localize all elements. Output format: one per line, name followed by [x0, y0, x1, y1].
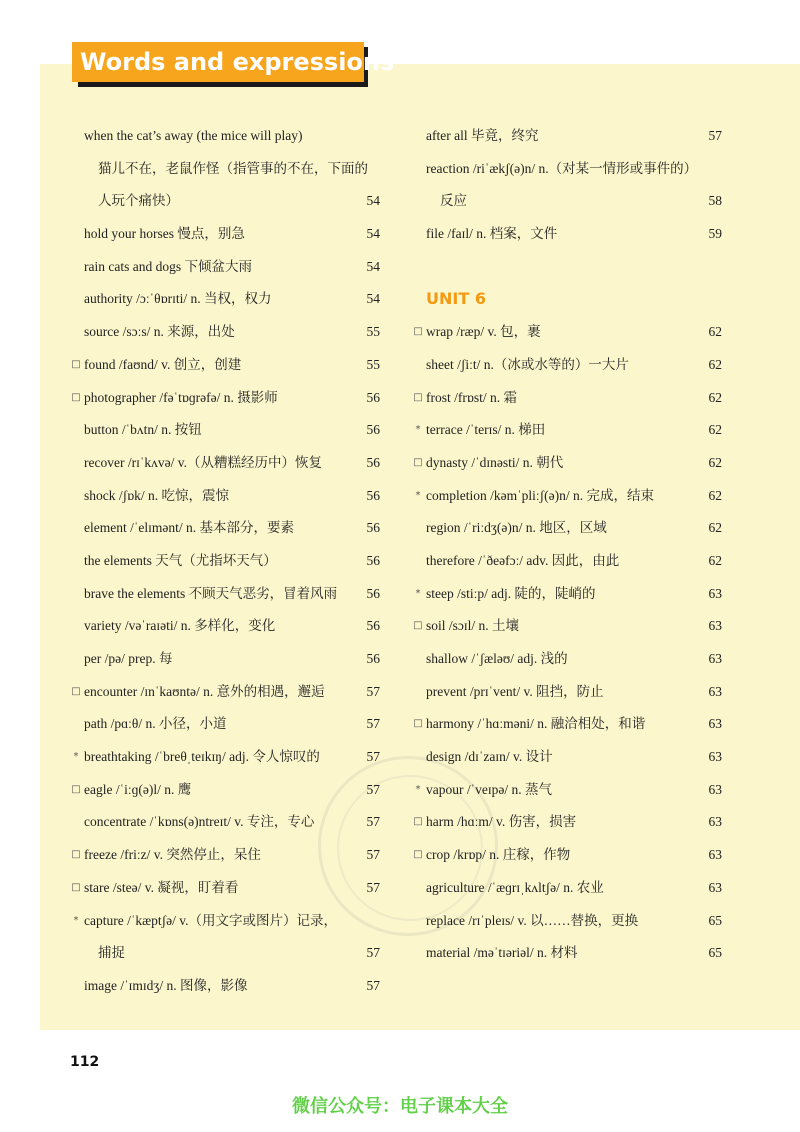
entry-text: image /ˈɪmɪdʒ/ n. 图像，影像: [84, 977, 248, 993]
glossary-entry: [70, 708, 380, 741]
entry-text: per /pə/ prep. 每: [84, 651, 173, 666]
entry-text: 捕捉: [98, 945, 125, 961]
glossary-entry: [70, 774, 380, 807]
entry-text: authority /ɔːˈθɒrɪti/ n. 当权，权力: [84, 291, 272, 307]
entry-text: harmony /ˈhɑːməni/ n. 融洽相处，和谐: [426, 716, 646, 732]
left-column: [70, 120, 380, 1003]
entry-page: 63: [708, 847, 722, 863]
entry-page: 57: [366, 879, 380, 895]
entry-text: material /məˈtɪəriəl/ n. 材料: [426, 945, 578, 961]
entry-marker: □: [71, 881, 81, 893]
entry-page: 56: [366, 454, 380, 470]
glossary-entry: [70, 970, 380, 1003]
entry-text: prevent /prɪˈvent/ v. 阻挡，防止: [426, 683, 604, 699]
entry-page: 55: [366, 324, 380, 340]
entry-page: 56: [366, 422, 380, 438]
glossary-entry: [70, 839, 380, 872]
entry-text: 猫儿不在，老鼠作怪（指管事的不在，下面的: [98, 160, 368, 176]
entry-text: design /dɪˈzaɪn/ v. 设计: [426, 749, 553, 765]
entry-text: brave the elements 不顾天气恶劣，冒着风雨: [84, 585, 338, 601]
entry-marker: □: [71, 849, 81, 861]
glossary-entry: [412, 316, 722, 349]
glossary-entry: [70, 480, 380, 513]
glossary-entry: [412, 382, 722, 415]
glossary-entry: [70, 512, 380, 545]
entry-text: shallow /ˈʃæləʊ/ adj. 浅的: [426, 651, 568, 666]
glossary-entry: [70, 741, 380, 774]
glossary-entry: [412, 839, 722, 872]
entry-text: stare /steə/ v. 凝视，盯着看: [84, 879, 239, 895]
entry-marker: *: [415, 424, 421, 436]
entry-text: hold your horses 慢点，别急: [84, 226, 245, 242]
entry-page: 63: [708, 651, 722, 666]
entry-page: 57: [708, 128, 722, 143]
entry-page: 63: [708, 618, 722, 634]
entry-text: after all 毕竟，终究: [426, 128, 539, 143]
entry-marker: *: [415, 783, 421, 795]
glossary-entry: [412, 643, 722, 676]
glossary-entry: [70, 545, 380, 578]
glossary-entry: [70, 414, 380, 447]
page-number: 112: [70, 1054, 100, 1070]
entry-marker: *: [415, 587, 421, 599]
entry-page: 62: [708, 454, 722, 470]
entry-page: 57: [366, 683, 380, 699]
section-title: Words and expressions: [80, 48, 395, 76]
glossary-entry: [412, 218, 722, 251]
entry-page: 62: [708, 487, 722, 503]
entry-text: sheet /ʃiːt/ n.（冰或水等的）一大片: [426, 356, 629, 372]
entry-marker: □: [71, 685, 81, 697]
entry-page: 54: [366, 226, 380, 242]
entry-page: 63: [708, 683, 722, 699]
entry-marker: □: [413, 816, 423, 828]
entry-page: 57: [366, 847, 380, 863]
entry-page: 57: [366, 945, 380, 961]
entry-text: dynasty /ˈdɪnəsti/ n. 朝代: [426, 454, 564, 470]
glossary-entry: [70, 447, 380, 480]
entry-page: 57: [366, 749, 380, 765]
entry-text: region /ˈriːdʒ(ə)n/ n. 地区，区域: [426, 520, 607, 536]
entry-text: 人玩个痛快）: [98, 193, 179, 209]
entry-text: path /pɑːθ/ n. 小径，小道: [84, 716, 227, 732]
entry-marker: *: [415, 489, 421, 501]
glossary-entry: [70, 937, 380, 970]
entry-page: 56: [366, 487, 380, 503]
entry-page: 62: [708, 389, 722, 405]
entry-page: 62: [708, 422, 722, 438]
entry-text: button /ˈbʌtn/ n. 按钮: [84, 422, 202, 438]
entry-text: wrap /ræp/ v. 包，裹: [426, 324, 541, 340]
unit-heading: [412, 283, 722, 316]
entry-text: capture /ˈkæptʃə/ v.（用文字或图片）记录，: [84, 912, 337, 928]
glossary-entry: [70, 578, 380, 611]
entry-page: 58: [708, 193, 722, 209]
entry-page: 56: [366, 389, 380, 405]
glossary-entry: [412, 806, 722, 839]
glossary-entry: [412, 480, 722, 513]
entry-text: soil /sɔɪl/ n. 土壤: [426, 618, 520, 634]
entry-marker: □: [71, 391, 81, 403]
entry-page: 62: [708, 356, 722, 372]
entry-text: crop /krɒp/ n. 庄稼，作物: [426, 847, 571, 863]
glossary-entry: [70, 610, 380, 643]
entry-text: therefore /ˈðeəfɔː/ adv. 因此，由此: [426, 552, 620, 568]
right-column: [412, 120, 722, 970]
entry-marker: □: [71, 783, 81, 795]
entry-page: 62: [708, 324, 722, 340]
entry-page: 56: [366, 618, 380, 634]
entry-page: 63: [708, 814, 722, 830]
glossary-entry: [70, 643, 380, 676]
entry-page: 63: [708, 879, 722, 895]
glossary-entry: [412, 414, 722, 447]
glossary-entry: [412, 153, 722, 186]
glossary-entry: [70, 349, 380, 382]
entry-page: 65: [708, 912, 722, 928]
glossary-entry: [412, 774, 722, 807]
entry-text: the elements 天气（尤指坏天气）: [84, 552, 277, 568]
glossary-entry: [70, 872, 380, 905]
entry-page: 57: [366, 977, 380, 993]
glossary-entry: [70, 316, 380, 349]
entry-page: 57: [366, 716, 380, 732]
entry-marker: □: [413, 849, 423, 861]
entry-marker: □: [71, 358, 81, 370]
glossary-entry: [70, 120, 380, 153]
glossary-entry: [70, 676, 380, 709]
entry-text: element /ˈelɪmənt/ n. 基本部分，要素: [84, 520, 294, 536]
glossary-entry: [70, 905, 380, 938]
entry-text: encounter /ɪnˈkaʊntə/ n. 意外的相遇，邂逅: [84, 683, 325, 699]
entry-text: variety /vəˈraɪəti/ n. 多样化，变化: [84, 618, 276, 634]
entry-text: completion /kəmˈpliːʃ(ə)n/ n. 完成，结束: [426, 487, 654, 503]
glossary-entry: [70, 153, 380, 186]
glossary-entry: [412, 937, 722, 970]
entry-page: 56: [366, 651, 380, 666]
entry-page: 56: [366, 552, 380, 568]
entry-page: 65: [708, 945, 722, 961]
entry-text: steep /stiːp/ adj. 陡的，陡峭的: [426, 585, 596, 601]
entry-marker: *: [73, 914, 79, 926]
entry-text: freeze /friːz/ v. 突然停止，呆住: [84, 847, 261, 863]
entry-marker: □: [413, 456, 423, 468]
glossary-entry: [70, 806, 380, 839]
entry-text: recover /rɪˈkʌvə/ v.（从糟糕经历中）恢复: [84, 454, 322, 470]
unit-heading-text: UNIT 6: [426, 289, 486, 309]
footer-text: 微信公众号：电子课本大全: [292, 1096, 508, 1117]
entry-text: replace /rɪˈpleɪs/ v. 以……替换，更换: [426, 912, 639, 928]
spacer-row: [412, 251, 722, 284]
entry-page: 63: [708, 716, 722, 732]
entry-marker: □: [413, 326, 423, 338]
entry-marker: □: [413, 391, 423, 403]
entry-text: shock /ʃɒk/ n. 吃惊，震惊: [84, 487, 230, 503]
entry-text: vapour /ˈveɪpə/ n. 蒸气: [426, 781, 552, 797]
glossary-entry: [412, 512, 722, 545]
glossary-entry: [412, 120, 722, 153]
entry-page: 62: [708, 552, 722, 568]
entry-marker: *: [73, 751, 79, 763]
entry-text: breathtaking /ˈbreθˌteɪkɪŋ/ adj. 令人惊叹的: [84, 749, 320, 765]
entry-text: terrace /ˈterɪs/ n. 梯田: [426, 422, 546, 438]
glossary-entry: [70, 218, 380, 251]
glossary-entry: [412, 905, 722, 938]
glossary-entry: [412, 610, 722, 643]
entry-text: agriculture /ˈæɡrɪˌkʌltʃə/ n. 农业: [426, 879, 604, 895]
entry-text: 反应: [440, 193, 467, 209]
glossary-entry: [412, 708, 722, 741]
glossary-entry: [412, 447, 722, 480]
entry-text: reaction /riˈækʃ(ə)n/ n.（对某一情形或事件的）: [426, 160, 698, 176]
entry-page: 63: [708, 749, 722, 765]
glossary-entry: [412, 741, 722, 774]
entry-page: 59: [708, 226, 722, 242]
entry-page: 57: [366, 781, 380, 797]
glossary-entry: [70, 185, 380, 218]
entry-marker: □: [413, 620, 423, 632]
entry-page: 54: [366, 258, 380, 274]
entry-text: frost /frɒst/ n. 霜: [426, 389, 518, 405]
entry-text: concentrate /ˈkɒns(ə)ntreɪt/ v. 专注，专心: [84, 814, 315, 830]
glossary-entry: [70, 382, 380, 415]
entry-page: 55: [366, 356, 380, 372]
entry-text: harm /hɑːm/ v. 伤害，损害: [426, 814, 577, 830]
entry-text: file /faɪl/ n. 档案，文件: [426, 226, 558, 242]
glossary-entry: [412, 349, 722, 382]
entry-page: 63: [708, 781, 722, 797]
entry-text: when the cat’s away (the mice will play): [84, 128, 303, 143]
glossary-entry: [412, 545, 722, 578]
entry-text: eagle /ˈiːɡ(ə)l/ n. 鹰: [84, 781, 192, 797]
entry-marker: □: [413, 718, 423, 730]
glossary-entry: [412, 185, 722, 218]
entry-text: found /faʊnd/ v. 创立，创建: [84, 356, 242, 372]
entry-text: photographer /fəˈtɒɡrəfə/ n. 摄影师: [84, 389, 278, 405]
glossary-entry: [70, 251, 380, 284]
entry-page: 63: [708, 585, 722, 601]
glossary-entry: [412, 676, 722, 709]
glossary-entry: [412, 872, 722, 905]
entry-page: 56: [366, 520, 380, 536]
entry-text: rain cats and dogs 下倾盆大雨: [84, 258, 252, 274]
entry-page: 57: [366, 814, 380, 830]
entry-text: source /sɔːs/ n. 来源，出处: [84, 324, 235, 340]
entry-page: 54: [366, 193, 380, 209]
glossary-entry: [412, 578, 722, 611]
entry-page: 54: [366, 291, 380, 307]
glossary-entry: [70, 283, 380, 316]
entry-page: 62: [708, 520, 722, 536]
entry-page: 56: [366, 585, 380, 601]
